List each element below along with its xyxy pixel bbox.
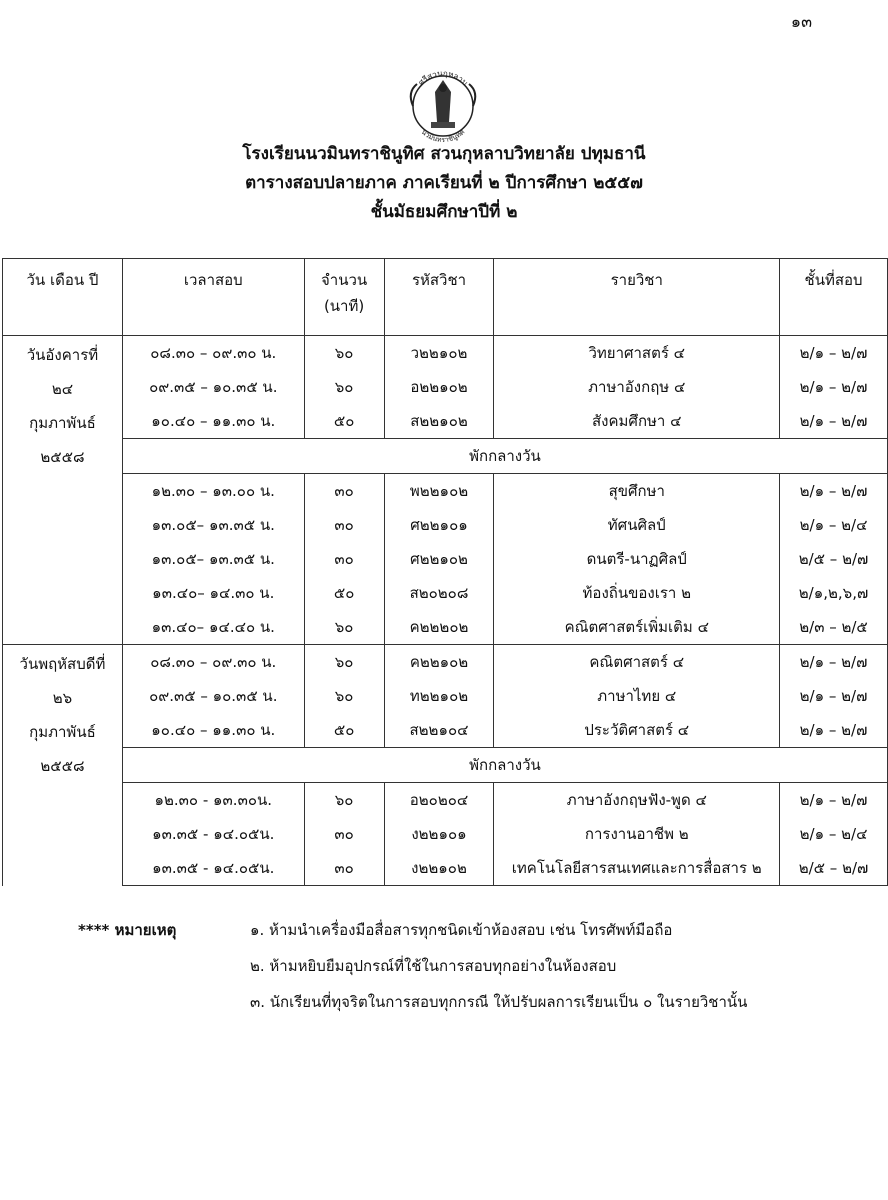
table-cell: ๑๓.๔๐– ๑๔.๓๐ น. bbox=[122, 576, 304, 610]
table-row bbox=[3, 474, 888, 509]
header-date: วัน เดือน ปี bbox=[3, 259, 123, 336]
header-code: รหัสวิชา bbox=[384, 259, 494, 336]
table-cell: คณิตศาสตร์ ๔ bbox=[494, 645, 780, 680]
table-cell: ๓๐ bbox=[304, 508, 384, 542]
table-cell: ๑๐.๔๐ – ๑๑.๓๐ น. bbox=[122, 713, 304, 748]
table-cell: ท๒๒๑๐๒ bbox=[384, 679, 494, 713]
table-cell: ๖๐ bbox=[304, 783, 384, 818]
header-subject: รายวิชา bbox=[494, 259, 780, 336]
grade-level: ชั้นมัธยมศึกษาปีที่ ๒ bbox=[370, 202, 518, 222]
table-cell: ๒/๑ – ๒/๗ bbox=[780, 336, 888, 371]
table-cell: ๖๐ bbox=[304, 645, 384, 680]
table-cell: ๐๘.๓๐ – ๐๙.๓๐ น. bbox=[122, 336, 304, 371]
table-row bbox=[3, 610, 888, 645]
table-row bbox=[3, 370, 888, 404]
table-cell: ค๒๒๑๐๒ bbox=[384, 645, 494, 680]
table-cell: ๖๐ bbox=[304, 610, 384, 645]
table-cell: ๓๐ bbox=[304, 851, 384, 886]
table-cell: วิทยาศาสตร์ ๔ bbox=[494, 336, 780, 371]
table-cell: ๖๐ bbox=[304, 336, 384, 371]
header-time: เวลาสอบ bbox=[122, 259, 304, 336]
table-cell: ๕๐ bbox=[304, 713, 384, 748]
table-cell: ท้องถิ่นของเรา ๒ bbox=[494, 576, 780, 610]
table-cell: พ๒๒๑๐๒ bbox=[384, 474, 494, 509]
table-cell: ง๒๒๑๐๑ bbox=[384, 817, 494, 851]
header-duration: จำนวน (นาที) bbox=[304, 259, 384, 336]
table-cell: ภาษาไทย ๔ bbox=[494, 679, 780, 713]
table-cell: ส๒๒๑๐๔ bbox=[384, 713, 494, 748]
table-cell: ๐๘.๓๐ – ๐๙.๓๐ น. bbox=[122, 645, 304, 680]
table-cell: ๑๓.๔๐– ๑๔.๔๐ น. bbox=[122, 610, 304, 645]
table-cell: ๑๓.๐๕– ๑๓.๓๕ น. bbox=[122, 508, 304, 542]
table-row bbox=[3, 404, 888, 439]
notes-label: **** หมายเหตุ bbox=[78, 921, 177, 939]
table-cell: ๐๙.๓๕ – ๑๐.๓๕ น. bbox=[122, 679, 304, 713]
table-cell: ๒/๑ – ๒/๗ bbox=[780, 713, 888, 748]
table-cell: ๒/๑ – ๒/๗ bbox=[780, 370, 888, 404]
school-seal-logo bbox=[401, 62, 485, 146]
table-cell: ๑๐.๔๐ – ๑๑.๓๐ น. bbox=[122, 404, 304, 439]
table-row bbox=[3, 679, 888, 713]
table-cell: ๖๐ bbox=[304, 370, 384, 404]
table-cell: ภาษาอังกฤษ ๔ bbox=[494, 370, 780, 404]
table-row bbox=[3, 817, 888, 851]
table-row bbox=[3, 576, 888, 610]
table-row bbox=[3, 713, 888, 748]
table-cell: ๖๐ bbox=[304, 679, 384, 713]
table-cell: ๕๐ bbox=[304, 576, 384, 610]
table-cell: ๒/๑ – ๒/๗ bbox=[780, 645, 888, 680]
table-cell: ๒/๑ – ๒/๔ bbox=[780, 508, 888, 542]
table-cell: ว๒๒๑๐๒ bbox=[384, 336, 494, 371]
table-cell: ๓๐ bbox=[304, 474, 384, 509]
table-cell: อ๒๐๒๐๔ bbox=[384, 783, 494, 818]
table-cell: ๒/๑ – ๒/๔ bbox=[780, 817, 888, 851]
lunch-break-label: พักกลางวัน bbox=[122, 439, 887, 474]
table-cell: ๑๒.๓๐ - ๑๓.๓๐น. bbox=[122, 783, 304, 818]
table-cell: ๓๐ bbox=[304, 817, 384, 851]
table-cell: คณิตศาสตร์เพิ่มเติม ๔ bbox=[494, 610, 780, 645]
table-cell: ง๒๒๑๐๒ bbox=[384, 851, 494, 886]
table-cell: ๒/๑ – ๒/๗ bbox=[780, 404, 888, 439]
table-row bbox=[3, 336, 888, 371]
table-cell: ๑๓.๓๕ - ๑๔.๐๕น. bbox=[122, 817, 304, 851]
table-cell: ประวัติศาสตร์ ๔ bbox=[494, 713, 780, 748]
exam-date-day2: วันพฤหัสบดีที่ ๒๖ กุมภาพันธ์ ๒๕๕๘ bbox=[3, 645, 123, 886]
note-item: ๒. ห้ามหยิบยืมอุปกรณ์ที่ใช้ในการสอบทุกอย่างในห้องสอบ bbox=[250, 957, 617, 975]
table-cell: ทัศนศิลป์ bbox=[494, 508, 780, 542]
note-item: ๑. ห้ามนำเครื่องมือสื่อสารทุกชนิดเข้าห้องสอบ เช่น โทรศัพท์มือถือ bbox=[250, 921, 673, 939]
exam-title: ตารางสอบปลายภาค ภาคเรียนที่ ๒ ปีการศึกษา ๒๕๕๗ bbox=[245, 173, 643, 193]
school-name: โรงเรียนนวมินทราชินูทิศ สวนกุหลาบวิทยาลัย ปทุมธานี bbox=[242, 144, 646, 164]
lunch-break-row bbox=[3, 439, 888, 474]
table-cell: ๑๒.๓๐ – ๑๓.๐๐ น. bbox=[122, 474, 304, 509]
table-cell: ดนตรี-นาฏศิลป์ bbox=[494, 542, 780, 576]
table-cell: ๓๐ bbox=[304, 542, 384, 576]
table-cell: ภาษาอังกฤษฟัง-พูด ๔ bbox=[494, 783, 780, 818]
table-cell: ๑๓.๓๕ - ๑๔.๐๕น. bbox=[122, 851, 304, 886]
table-row bbox=[3, 508, 888, 542]
table-cell: ศ๒๒๑๐๒ bbox=[384, 542, 494, 576]
header-class: ชั้นที่สอบ bbox=[780, 259, 888, 336]
table-cell: เทคโนโลยีสารสนเทศและการสื่อสาร ๒ bbox=[494, 851, 780, 886]
table-cell: ๒/๑ – ๒/๗ bbox=[780, 783, 888, 818]
note-item: ๓. นักเรียนที่ทุจริตในการสอบทุกกรณี ให้ปรับผลการเรียนเป็น ๐ ในรายวิชานั้น bbox=[250, 993, 748, 1011]
table-cell: ๒/๓ – ๒/๕ bbox=[780, 610, 888, 645]
table-cell: ๑๓.๐๕– ๑๓.๓๕ น. bbox=[122, 542, 304, 576]
table-row bbox=[3, 645, 888, 680]
table-cell: ๒/๑ – ๒/๗ bbox=[780, 679, 888, 713]
table-cell: ๕๐ bbox=[304, 404, 384, 439]
table-cell: สังคมศึกษา ๔ bbox=[494, 404, 780, 439]
table-cell: ๒/๕ – ๒/๗ bbox=[780, 851, 888, 886]
table-cell: สุขศึกษา bbox=[494, 474, 780, 509]
table-cell: อ๒๒๑๐๒ bbox=[384, 370, 494, 404]
exam-date-day1: วันอังคารที่ ๒๔ กุมภาพันธ์ ๒๕๕๘ bbox=[3, 336, 123, 645]
table-cell: ส๒๒๑๐๒ bbox=[384, 404, 494, 439]
seal-top-text: ศรีสวนกุหลาบ bbox=[416, 68, 470, 88]
table-cell: ค๒๒๒๐๒ bbox=[384, 610, 494, 645]
table-cell: ส๒๐๒๐๘ bbox=[384, 576, 494, 610]
table-cell: ๒/๑,๒,๖,๗ bbox=[780, 576, 888, 610]
lunch-break-row bbox=[3, 748, 888, 783]
table-cell: ๐๙.๓๕ – ๑๐.๓๕ น. bbox=[122, 370, 304, 404]
lunch-break-label: พักกลางวัน bbox=[122, 748, 887, 783]
table-cell: การงานอาชีพ ๒ bbox=[494, 817, 780, 851]
table-cell: ๒/๕ – ๒/๗ bbox=[780, 542, 888, 576]
table-row bbox=[3, 783, 888, 818]
table-cell: ๒/๑ – ๒/๗ bbox=[780, 474, 888, 509]
page-number: ๑๓ bbox=[790, 12, 812, 31]
table-row bbox=[3, 851, 888, 886]
exam-schedule-table bbox=[2, 258, 888, 886]
table-cell: ศ๒๒๑๐๑ bbox=[384, 508, 494, 542]
seal-bottom-text: นวมินทราชินูทิศ bbox=[419, 128, 467, 145]
document-titles bbox=[0, 140, 888, 227]
table-row bbox=[3, 542, 888, 576]
table-header-row bbox=[3, 259, 888, 336]
